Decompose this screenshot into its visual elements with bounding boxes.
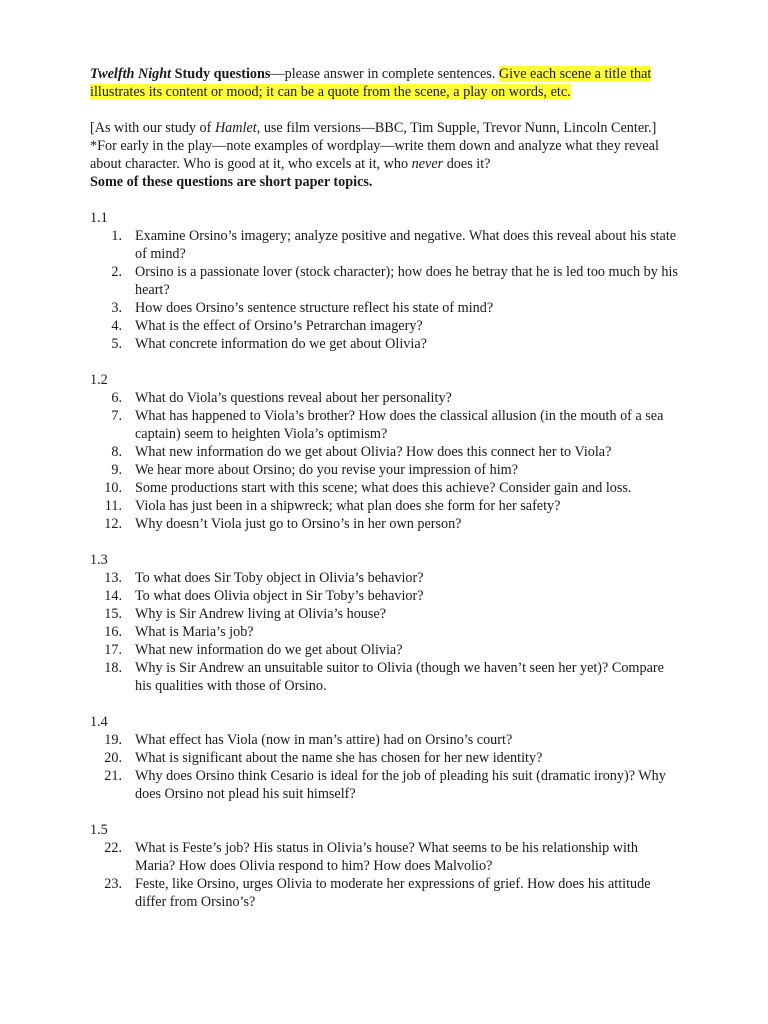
note-text-pre: [As with our study of (90, 120, 215, 136)
question-text: We hear more about Orsino; do you revise your impression of him? (135, 462, 519, 478)
document-body (90, 65, 680, 911)
question-number: 23. (104, 876, 122, 892)
question-list (90, 227, 680, 353)
question-number: 9. (111, 462, 122, 478)
question-number: 3. (111, 300, 122, 316)
scene-label: 1.4 (90, 714, 108, 730)
question-text: How does Orsino’s sentence structure reflect his state of mind? (135, 300, 494, 316)
scene-label: 1.2 (90, 372, 108, 388)
question-item (90, 641, 680, 659)
question-number: 22. (104, 840, 122, 856)
question-item (90, 839, 680, 875)
question-item (90, 407, 680, 443)
question-item (90, 605, 680, 623)
question-number: 19. (104, 732, 122, 748)
question-item (90, 263, 680, 299)
question-number: 13. (104, 570, 122, 586)
play-title: Twelfth Night (90, 66, 172, 82)
question-number: 4. (111, 318, 122, 334)
question-number: 14. (104, 588, 122, 604)
instruction-text: —please answer in complete sentences. (270, 66, 499, 82)
question-item (90, 749, 680, 767)
question-number: 7. (111, 408, 122, 424)
question-number: 12. (104, 516, 122, 532)
question-number: 10. (104, 480, 122, 496)
question-text: What is the effect of Orsino’s Petrarchan imagery? (135, 318, 423, 334)
question-number: 16. (104, 624, 122, 640)
question-list (90, 389, 680, 533)
question-text: Examine Orsino’s imagery; analyze positive and negative. What does this reveal about his state of mind? (135, 228, 677, 262)
question-sections (90, 209, 680, 911)
question-item (90, 443, 680, 461)
question-item (90, 767, 680, 803)
question-text: What is Feste’s job? His status in Olivia’s house? What seems to be his relationship with Maria? How does Olivia respond to him? How does Malvolio? (135, 840, 638, 874)
question-item (90, 335, 680, 353)
question-text: Viola has just been in a shipwreck; what plan does she form for her safety? (135, 498, 561, 514)
question-item (90, 659, 680, 695)
question-text: To what does Sir Toby object in Olivia’s behavior? (135, 570, 424, 586)
question-text: Some productions start with this scene; what does this achieve? Consider gain and loss. (135, 480, 632, 496)
question-item (90, 497, 680, 515)
question-text: Orsino is a passionate lover (stock character); how does he betray that he is led too much by his heart? (135, 264, 678, 298)
question-item (90, 227, 680, 263)
question-number: 8. (111, 444, 122, 460)
question-text: Feste, like Orsino, urges Olivia to moderate her expressions of grief. How does his attitude differ from Orsino’s? (135, 876, 651, 910)
scene-section (90, 209, 680, 353)
question-item (90, 731, 680, 749)
question-text: Why doesn’t Viola just go to Orsino’s in her own person? (135, 516, 462, 532)
question-list (90, 839, 680, 911)
highlighted-instruction: Give each scene a title that illustrates its content or mood; it can be a quote from the scene, a play on words, etc. (90, 66, 652, 100)
question-item (90, 461, 680, 479)
question-text: Why is Sir Andrew an unsuitable suitor to Olivia (though we haven’t seen her yet)? Compare his qualities with those of Orsino. (135, 660, 664, 694)
question-item (90, 299, 680, 317)
film-versions-note (90, 119, 680, 137)
question-item (90, 389, 680, 407)
question-text: What is significant about the name she has chosen for her new identity? (135, 750, 543, 766)
question-number: 18. (104, 660, 122, 676)
study-questions-label: Study questions (171, 66, 271, 82)
note-text-post: , use film versions—BBC, Tim Supple, Trevor Nunn, Lincoln Center.] (256, 120, 657, 136)
wordplay-never: never (411, 156, 444, 172)
question-list (90, 569, 680, 695)
question-item (90, 623, 680, 641)
question-text: Why does Orsino think Cesario is ideal for the job of pleading his suit (dramatic irony)? Why does Orsino not plead his suit himself? (135, 768, 666, 802)
question-text: Why is Sir Andrew living at Olivia’s house? (135, 606, 387, 622)
question-text: What do Viola’s questions reveal about her personality? (135, 390, 452, 406)
question-number: 11. (104, 498, 122, 514)
question-number: 5. (111, 336, 122, 352)
question-list (90, 731, 680, 803)
question-text: What effect has Viola (now in man’s attire) had on Orsino’s court? (135, 732, 513, 748)
question-text: What concrete information do we get about Olivia? (135, 336, 427, 352)
question-number: 21. (104, 768, 122, 784)
short-paper-note: Some of these questions are short paper topics. (90, 174, 373, 190)
question-item (90, 569, 680, 587)
scene-section (90, 371, 680, 533)
question-number: 20. (104, 750, 122, 766)
question-number: 15. (104, 606, 122, 622)
scene-section (90, 713, 680, 803)
question-item (90, 587, 680, 605)
scene-section (90, 821, 680, 911)
question-number: 6. (111, 390, 122, 406)
question-number: 17. (104, 642, 122, 658)
question-item (90, 479, 680, 497)
question-text: To what does Olivia object in Sir Toby’s behavior? (135, 588, 424, 604)
wordplay-note (90, 137, 680, 173)
question-item (90, 875, 680, 911)
question-number: 1. (111, 228, 122, 244)
question-number: 2. (111, 264, 122, 280)
question-text: What new information do we get about Olivia? How does this connect her to Viola? (135, 444, 612, 460)
question-text: What has happened to Viola’s brother? How does the classical allusion (in the mouth of a sea captain) seem to heighten Viola’s optimism? (135, 408, 664, 442)
question-text: What new information do we get about Olivia? (135, 642, 403, 658)
scene-label: 1.1 (90, 210, 108, 226)
wordplay-text-pre: *For early in the play—note examples of wordplay—write them down and analyze what they reveal about character. Who is good at it, who excels at it, who (90, 138, 659, 172)
scene-section (90, 551, 680, 695)
note-hamlet-title: Hamlet (214, 120, 257, 136)
scene-label: 1.5 (90, 822, 108, 838)
intro-paragraph (90, 65, 680, 101)
question-item (90, 515, 680, 533)
wordplay-text-post: does it? (443, 156, 491, 172)
question-item (90, 317, 680, 335)
scene-label: 1.3 (90, 552, 108, 568)
question-text: What is Maria’s job? (135, 624, 254, 640)
